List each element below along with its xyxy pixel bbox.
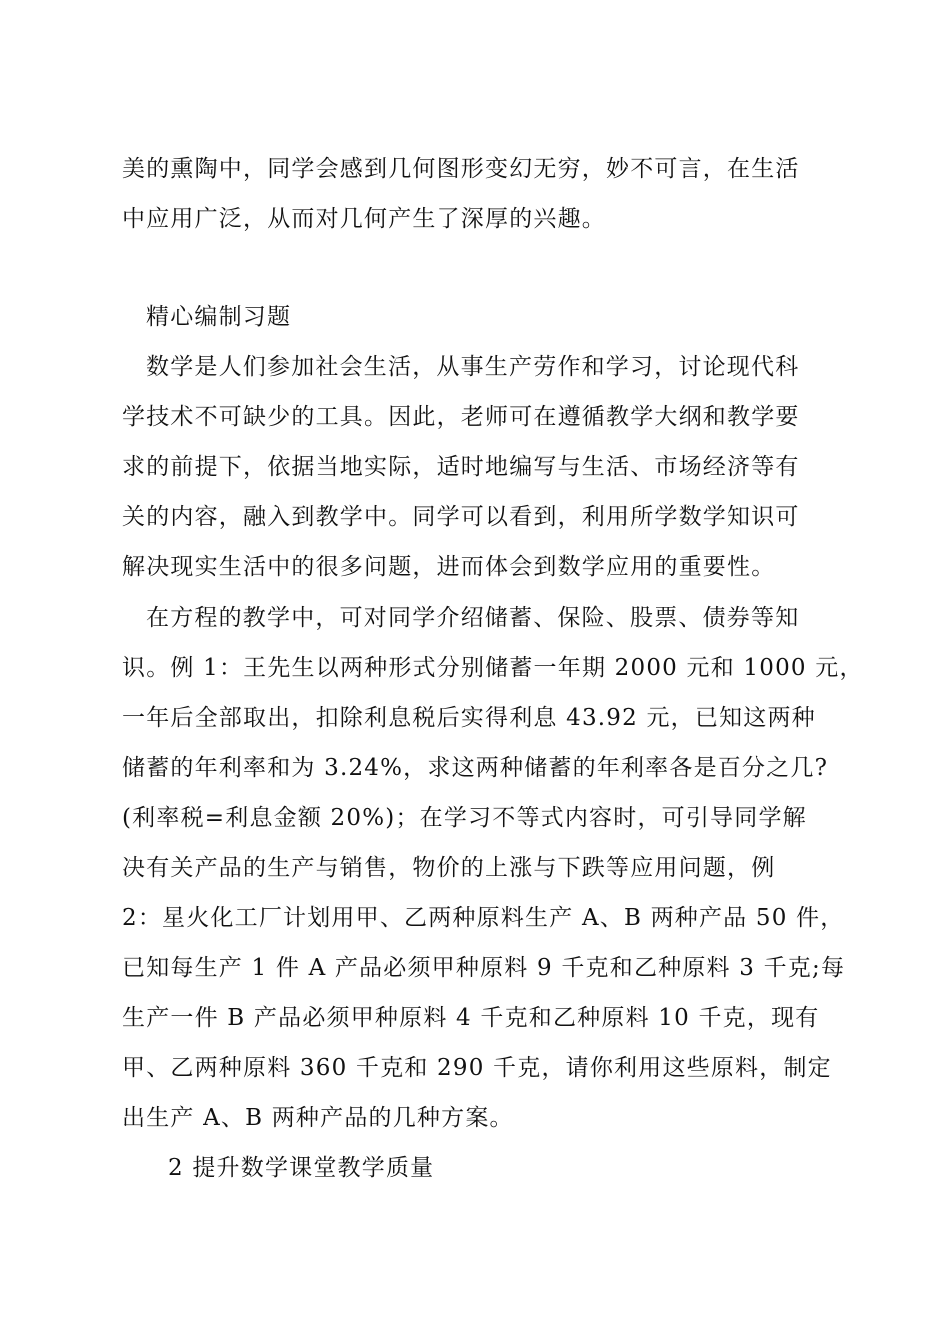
text-line: 美的熏陶中，同学会感到几何图形变幻无穷，妙不可言，在生活 <box>122 156 800 182</box>
text-line: (利率税=利息金额 20%)；在学习不等式内容时，可引导同学解 <box>122 805 807 831</box>
text-line: 储蓄的年利率和为 3.24%，求这两种储蓄的年利率各是百分之几? <box>122 755 829 781</box>
text-line: 求的前提下，依据当地实际，适时地编写与生活、市场经济等有 <box>122 454 800 480</box>
text-line: 决有关产品的生产与销售，物价的上涨与下跌等应用问题，例 <box>122 855 776 881</box>
section-heading: 2 提升数学课堂教学质量 <box>168 1155 435 1181</box>
text-line: 解决现实生活中的很多问题，进而体会到数学应用的重要性。 <box>122 554 776 580</box>
text-line: 出生产 A、B 两种产品的几种方案。 <box>122 1105 514 1131</box>
text-line: 学技术不可缺少的工具。因此，老师可在遵循教学大纲和教学要 <box>122 404 800 430</box>
text-line: 数学是人们参加社会生活，从事生产劳作和学习，讨论现代科 <box>146 354 800 380</box>
section-heading: 精心编制习题 <box>146 304 292 330</box>
text-line: 一年后全部取出，扣除利息税后实得利息 43.92 元，已知这两种 <box>122 705 816 731</box>
text-line: 中应用广泛，从而对几何产生了深厚的兴趣。 <box>122 206 606 232</box>
text-line: 已知每生产 1 件 A 产品必须甲种原料 9 千克和乙种原料 3 千克;每 <box>122 955 846 981</box>
text-line: 2：星火化工厂计划用甲、乙两种原料生产 A、B 两种产品 50 件， <box>122 905 845 931</box>
text-line: 识。例 1：王先生以两种形式分别储蓄一年期 2000 元和 1000 元， <box>122 655 864 681</box>
text-line: 关的内容，融入到教学中。同学可以看到，利用所学数学知识可 <box>122 504 800 530</box>
text-line: 生产一件 B 产品必须甲种原料 4 千克和乙种原料 10 千克，现有 <box>122 1005 820 1031</box>
text-line: 在方程的教学中，可对同学介绍储蓄、保险、股票、债券等知 <box>146 605 800 631</box>
text-line: 甲、乙两种原料 360 千克和 290 千克，请你利用这些原料，制定 <box>122 1055 832 1081</box>
